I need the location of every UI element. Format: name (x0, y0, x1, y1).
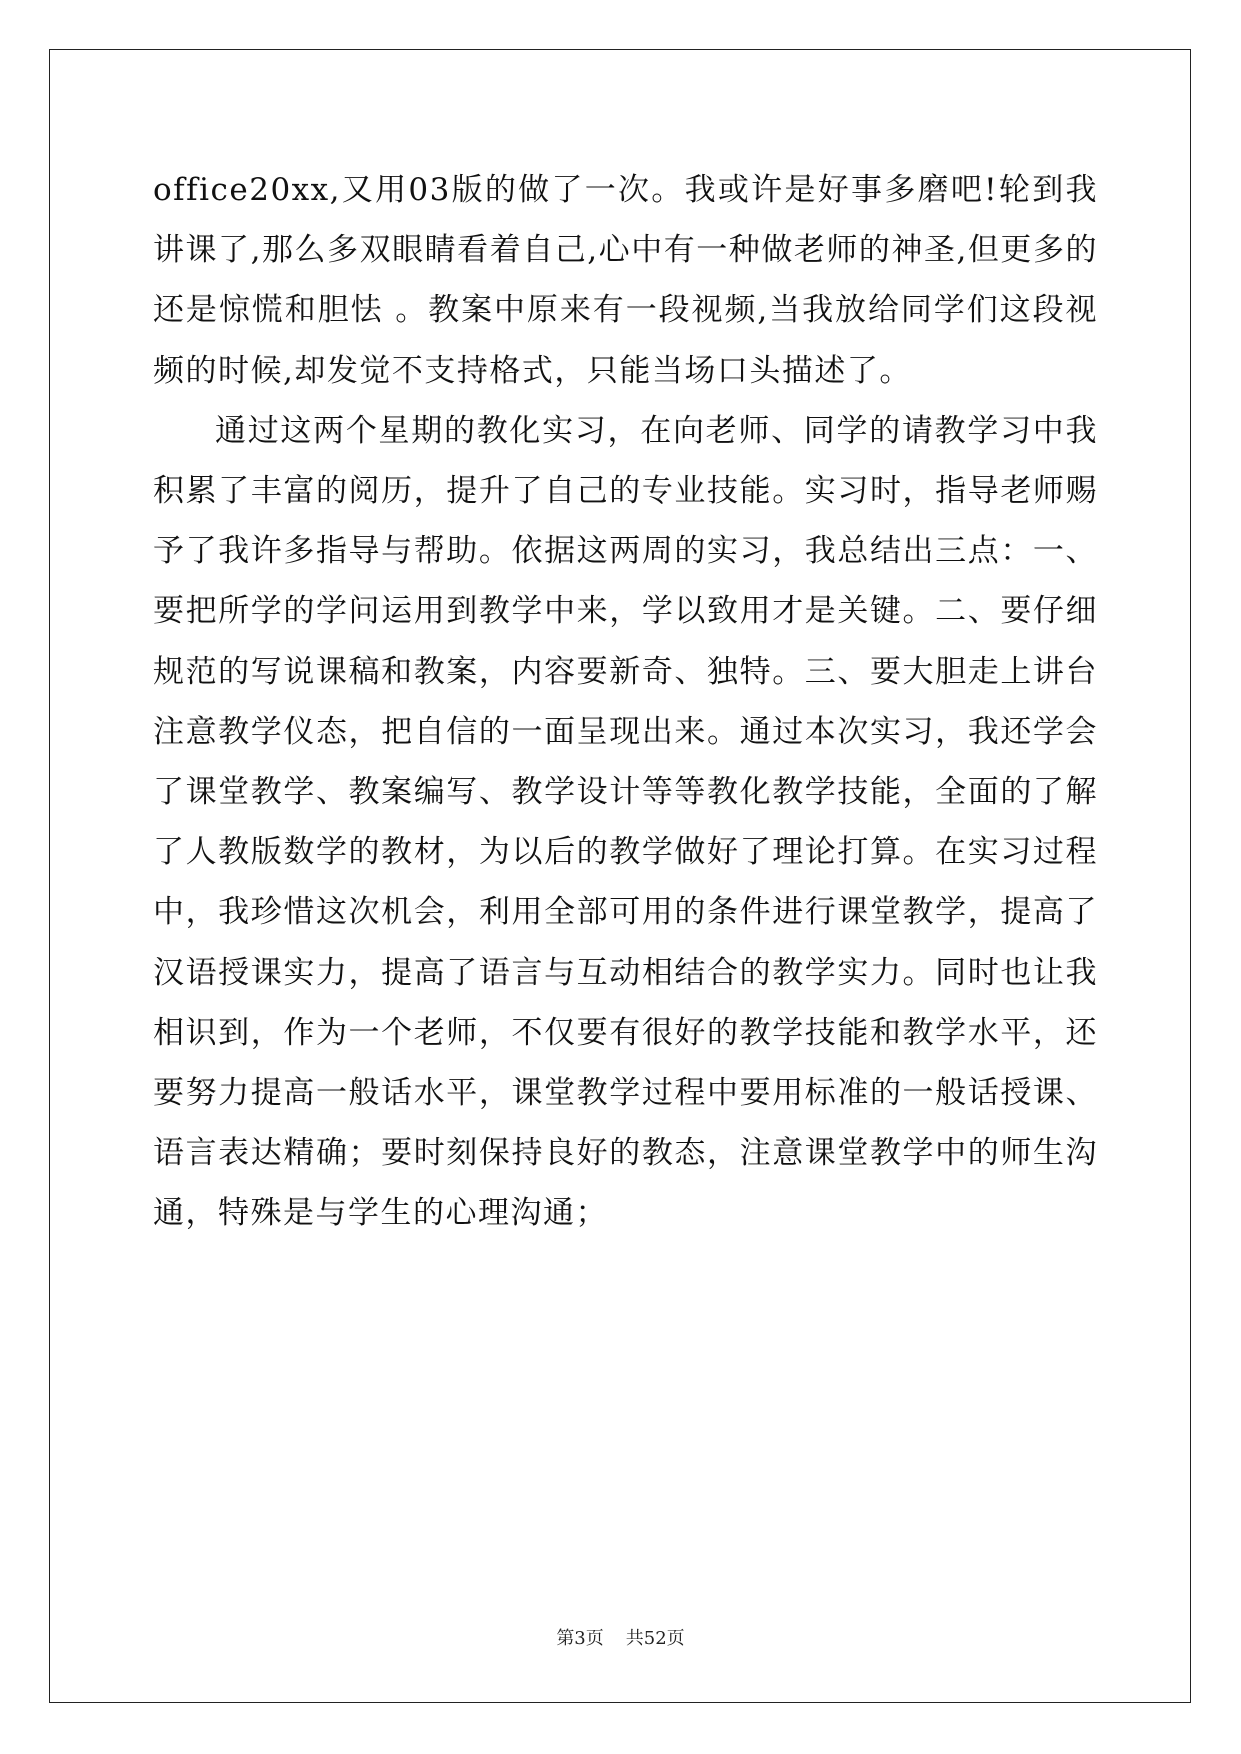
page-total: 共52页 (625, 1628, 685, 1649)
page-footer (0, 1624, 1241, 1650)
paragraph-2: 通过这两个星期的教化实习，在向老师、同学的请教学习中我积累了丰富的阅历，提升了自己的专业技能。实习时，指导老师赐予了我许多指导与帮助。依据这两周的实习，我总结出三点：一、要把所学的学问运用到教学中来，学以致用才是关键。二、要仔细规范的写说课稿和教案，内容要新奇、独特。三、要大胆走上讲台注意教学仪态，把自信的一面呈现出来。通过本次实习，我还学会了课堂教学、教案编写、教学设计等等教化教学技能，全面的了解了人教版数学的教材，为以后的教学做好了理论打算。在实习过程中，我珍惜这次机会，利用全部可用的条件进行课堂教学，提高了汉语授课实力，提高了语言与互动相结合的教学实力。同时也让我相识到，作为一个老师，不仅要有很好的教学技能和教学水平，还要努力提高一般话水平，课堂教学过程中要用标准的一般话授课、语言表达精确；要时刻保持良好的教态，注意课堂教学中的师生沟通，特殊是与学生的心理沟通； (153, 412, 1098, 1232)
page-number: 第3页 (556, 1628, 604, 1649)
paragraph-1: office20xx,又用03版的做了一次。我或许是好事多磨吧!轮到我讲课了,那么多双眼睛看着自己,心中有一种做老师的神圣,但更多的还是惊慌和胆怯 。教案中原来有一段视频,当我放给同学们这段视频的时候,却发觉不支持格式，只能当场口头描述了。 (153, 172, 1098, 389)
document-body (153, 160, 1098, 1244)
